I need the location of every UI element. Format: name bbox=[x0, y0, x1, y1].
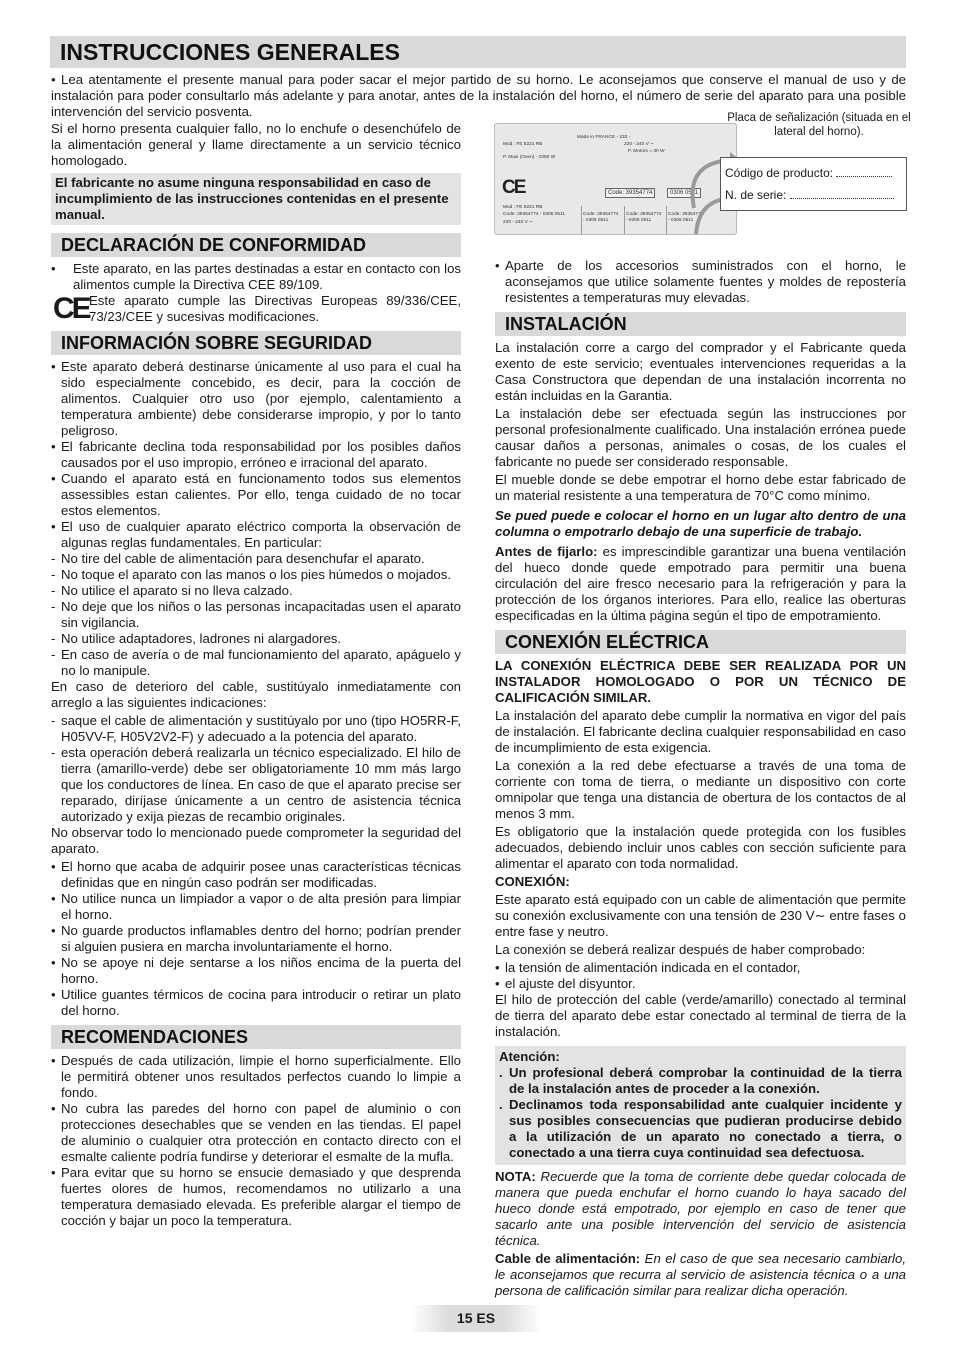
heading-seguridad: INFORMACIÓN SOBRE SEGURIDAD bbox=[51, 331, 461, 355]
heading-conformidad: DECLARACIÓN DE CONFORMIDAD bbox=[51, 233, 461, 257]
plate-code: Code: 39354774 bbox=[605, 188, 655, 198]
electrica-p4: Este aparato está equipado con un cable de alimentación que permite su conexión exclusivamente con una tensión de 230 V∼ entre fases o entre fase y neutro. bbox=[495, 892, 906, 939]
plate-cell-code-2: Code: 39354774 bbox=[626, 212, 662, 217]
electrica-p5: La conexión se deberá realizar después de haber comprobado: bbox=[495, 942, 866, 957]
plate-mod: Mod : FE 6221 RB bbox=[503, 142, 543, 147]
seguridad-dash-4: - No deje que los niños o las personas incapacitadas usen el aparato sin vigilancia. bbox=[51, 599, 461, 631]
seguridad-extra-2: • No utilice nunca un limpiador a vapor o de alta presión para limpiar el horno. bbox=[51, 891, 461, 923]
plate-cell-code-3: Code: 39354774 bbox=[668, 212, 704, 217]
attention-item-1: . Un profesional deberá comprobar la continuidad de la tierra de la instalación antes de proceder a la conexión. bbox=[499, 1065, 902, 1097]
nota bbox=[495, 1169, 906, 1249]
plate-cell-code-1: Code: 39354774 bbox=[583, 212, 619, 217]
plate-bottom-code: Code: 39354774 - 0306 0511 bbox=[503, 212, 566, 217]
heading-instalacion: INSTALACIÓN bbox=[495, 312, 906, 336]
seguridad-dash-2: - No toque el aparato con las manos o los pies húmedos o mojados. bbox=[51, 567, 461, 583]
conexion-label: CONEXIÓN: bbox=[495, 874, 570, 889]
seguridad-item-1: • Este aparato deberá destinarse únicamente al uso para el cual ha sido especialmente concebido, es decir, para la cocción de alimentos. Cualquier otro uso (por ejemplo, calentamiento a temperatura ambiente) debe considerarse impropio, y por lo tanto peligroso. bbox=[51, 359, 461, 439]
left-column bbox=[51, 233, 461, 1229]
plate-pmaxi: P. Maxi (Oven) - 2350 W bbox=[503, 155, 556, 160]
plate-cell-suffix-3: - 0306 0511 bbox=[668, 218, 694, 223]
cable-alimentacion bbox=[495, 1251, 906, 1299]
seguridad-extra-5: • Utilice guantes térmicos de cocina para introducir o retirar un plato del horno. bbox=[51, 987, 461, 1019]
seguridad-extra-3: • No guarde productos inflamables dentro del horno; podrían prender si alguien pusiera en marcha involuntariamente el horno. bbox=[51, 923, 461, 955]
cable-text: En el caso de que sea necesario cambiarlo, le aconsejamos que recurra al servicio de asistencia técnica o a una persona de calificación similar para realizar dicha operación. bbox=[495, 1251, 906, 1298]
attention-box bbox=[495, 1046, 906, 1165]
seguridad-dash-6: - En caso de avería o de mal funcionamiento del aparato, apáguelo y no lo manipule. bbox=[51, 647, 461, 679]
electrica-p6: El hilo de protección del cable (verde/amarillo) conectado al terminal de tierra del aparato debe estar conectado al terminal de tierra de la instalación. bbox=[495, 992, 906, 1039]
seguridad-item-2: • El fabricante declina toda responsabilidad por los posibles daños causados por el uso impropio, erróneo e irracional del aparato. bbox=[51, 439, 461, 471]
plate-ce-icon: CE bbox=[502, 177, 525, 198]
instalacion-p1: La instalación corre a cargo del comprador y el Fabricante queda exento de este servicio; eventuales intervenciones requeridas a la Casa Constructora que dependan de una instalación incorrenta no están incluidas en la Garantia. bbox=[495, 340, 906, 403]
plate-motors: P. Motors = 30 W bbox=[628, 149, 665, 154]
seguridad-extra-1: • El horno que acaba de adquirir posee unas características técnicas definidas que en ningún caso podrán ser modificadas. bbox=[51, 859, 461, 891]
cable-intro: En caso de deterioro del cable, sustitúyalo inmediatamente con arreglo a las siguientes indicaciones: bbox=[51, 679, 461, 710]
page-number: 15 ES bbox=[410, 1305, 542, 1332]
serial-label: N. de serie: bbox=[725, 188, 787, 202]
cable-label: Cable de alimentación: bbox=[495, 1251, 641, 1266]
attention-item-2: . Declinamos toda responsabilidad ante cualquier incidente y sus posibles consecuencias que pudieran producirse debido a la utilización de un aparato no conectado a tierra, o conectado a una tierra cuya continuidad sea defectuosa. bbox=[499, 1097, 902, 1161]
electrica-p3: Es obligatorio que la instalación quede protegida con los fusibles adecuados, debiendo incluir unos cables con sección suficiente para alimentar el aparato con toda normalidad. bbox=[495, 824, 906, 871]
seguridad-dash-1: - No tire del cable de alimentación para desenchufar el aparato. bbox=[51, 551, 461, 567]
seguridad-dash-5: - No utilice adaptadores, ladrones ni alargadores. bbox=[51, 631, 461, 647]
serial-box bbox=[720, 157, 907, 211]
plate-code-suffix: 0306 0511 bbox=[667, 188, 701, 198]
electrica-p2: La conexión a la red debe efectuarse a través de una toma de corriente con toma de tierra, o mediante un dispositivo con corte omnipolar que tenga una distancia de obertura de los contactos de al menos 3 mm. bbox=[495, 758, 906, 821]
recomendacion-3: • Para evitar que su horno se ensucie demasiado y que desprenda fuertes olores de humos, recomendamos no utilizarlo a una temperatura demasiado elevada. Es preferible alargar el tiempo de cocción y bajar un poco la temperatura. bbox=[51, 1165, 461, 1229]
intro-paragraph: • Lea atentamente el presente manual para poder sacar el mejor partido de su horno. Le aconsejamos que conserve el manual de uso y de instalación para poder consultarlo más adelante y para anotar, antes de la instalación del horno, el número de serie del aparato para una posible intervención del servicio posventa. bbox=[51, 72, 906, 119]
nota-label: NOTA: bbox=[495, 1169, 536, 1184]
instalacion-p4: Se pued puede e colocar el horno en un lugar alto dentro de una columna o empotrarlo debajo de una superficie de trabajo. bbox=[495, 508, 906, 539]
seguridad-dash-3: - No utilice el aparato si no lleva calzado. bbox=[51, 583, 461, 599]
plate-cell-suffix-1: - 0306 0511 bbox=[583, 218, 609, 223]
cable-step-1: - saque el cable de alimentación y sustitúyalo por uno (tipo HO5RR-F, H05VV-F, H05V2V2-F) y adecuado a la potencia del aparato. bbox=[51, 713, 461, 745]
plate-bottom-voltage: 220 - 240 V ∼ bbox=[503, 220, 534, 225]
page-title: INSTRUCCIONES GENERALES bbox=[50, 36, 906, 68]
cable-step-2: - esta operación deberá realizarla un técnico especializado. El hilo de tierra (amarillo-verde) debe ser obligatoriamente 10 mm más largo que los conductores de línea. En caso de que el aparato precise ser reparado, diríjase únicamente a un centro de asistencia técnica autorizado y exija piezas de recambio originales. bbox=[51, 745, 461, 825]
heading-electrica: CONEXIÓN ELÉCTRICA bbox=[495, 630, 906, 654]
manufacturer-warning: El fabricante no asume ninguna responsabilidad en caso de incumplimiento de las instrucciones contenidas en el presente manual. bbox=[51, 173, 461, 225]
instalacion-p2: La instalación debe ser efectuada según las instrucciones por personal profesionalmente cualificado. Una instalación errónea puede causar daños a personas, animales o cosas, de los cuales el fabricante no puede ser considerado responsable. bbox=[495, 406, 906, 469]
plate-bottom-mod: Mod : FE 6221 RB bbox=[503, 205, 543, 210]
conformidad-item-1: • Este aparato, en las partes destinadas a estar en contacto con los alimentos cumple la Directiva CEE 89/109. bbox=[51, 261, 461, 293]
recomendacion-2: • No cubra las paredes del horno con papel de aluminio o con protecciones desechables que se venden en las tiendas. El papel de aluminio o cualquier otra protección en contacto directo con el esmalte caliente podría fundirse y deteriorar el esmalte de la mufla. bbox=[51, 1101, 461, 1165]
plate-made-in: Made in FRANCE - 232 - bbox=[577, 135, 631, 140]
comprobar-1: • la tensión de alimentación indicada en el contador, bbox=[495, 960, 906, 976]
seguridad-item-3: • Cuando el aparato está en funcionamento todos sus elementos assessibles estan calientes. Por ello, tenga cuidado de no tocar estos elementos. bbox=[51, 471, 461, 519]
intro-left bbox=[51, 121, 461, 231]
comprobar-2: • el ajuste del disyuntor. bbox=[495, 976, 906, 992]
nota-text: Recuerde que la toma de corriente debe quedar colocada de manera que pueda enchufar el horno cuando lo haya sacado del hueco donde está empotrado, por ejemplo en caso de tener que sacarlo ante una posible intervención del servicio de asistencia técnica. bbox=[495, 1169, 906, 1248]
conformidad-item-2: Este aparato cumple las Directivas Europeas 89/336/CEE, 73/23/CEE y sucesivas modificaciones. bbox=[89, 293, 461, 324]
plate-cell-suffix-2: - 0306 0511 bbox=[626, 218, 652, 223]
ce-mark-icon: CE bbox=[53, 292, 89, 325]
recomendacion-4: • Aparte de los accesorios suministrados con el horno, le aconsejamos que utilice solamente fuentes y moldes de repostería resistentes a temperaturas muy elevadas. bbox=[495, 258, 906, 306]
seguridad-extra-4: • No se apoye ni deje sentarse a los niños encima de la puerta del horno. bbox=[51, 955, 461, 987]
intro-fault-text: Si el horno presenta cualquier fallo, no lo enchufe o desenchúfelo de la alimentación general y llame directamente a un servicio técnico homologado. bbox=[51, 121, 461, 168]
seguridad-item-4: • El uso de cualquier aparato eléctrico comporta la observación de algunas reglas fundamentales. En particular: bbox=[51, 519, 461, 551]
electrica-caps: LA CONEXIÓN ELÉCTRICA DEBE SER REALIZADA POR UN INSTALADOR HOMOLOGADO O POR UN TÉCNICO DE CALIFICACIÓN SIMILAR. bbox=[495, 658, 906, 705]
antes-fijarlo-text: es imprescindible garantizar una buena ventilación del hueco donde quede empotrado para permitir una buena circulación del aire fresco necesario para la refrigeración y para la protección de los órganos interiores. Para ello, realice las oberturas especificadas en la última página según el tipo de empotramiento. bbox=[495, 544, 906, 623]
recomendacion-1: • Después de cada utilización, limpie el horno superficialmente. Ello le permitirá obtener unos resultados perfectos cuando lo limpie a fondo. bbox=[51, 1053, 461, 1101]
heading-recomendaciones: RECOMENDACIONES bbox=[51, 1025, 461, 1049]
plate-voltage: 220 - 240 V ∼ bbox=[624, 142, 655, 147]
no-observar-text: No observar todo lo mencionado puede comprometer la seguridad del aparato. bbox=[51, 825, 461, 856]
plate-caption: Placa de señalización (situada en el lateral del horno). bbox=[727, 112, 911, 138]
attention-label: Atención: bbox=[499, 1049, 560, 1064]
instalacion-p3: El mueble donde se debe empotrar el horno debe estar fabricado de un material resistente a una temperatura de 70°C como mínimo. bbox=[495, 472, 906, 503]
antes-fijarlo-label: Antes de fijarlo: bbox=[495, 544, 598, 559]
instalacion-p5 bbox=[495, 544, 906, 624]
electrica-p1: La instalación del aparato debe cumplir la normativa en vigor del país de instalación. El fabricante declina cualquier responsabilidad en caso de incumplimiento de esta exigencia. bbox=[495, 708, 906, 755]
product-code-label: Código de producto: bbox=[725, 166, 834, 180]
right-column bbox=[495, 258, 906, 1301]
